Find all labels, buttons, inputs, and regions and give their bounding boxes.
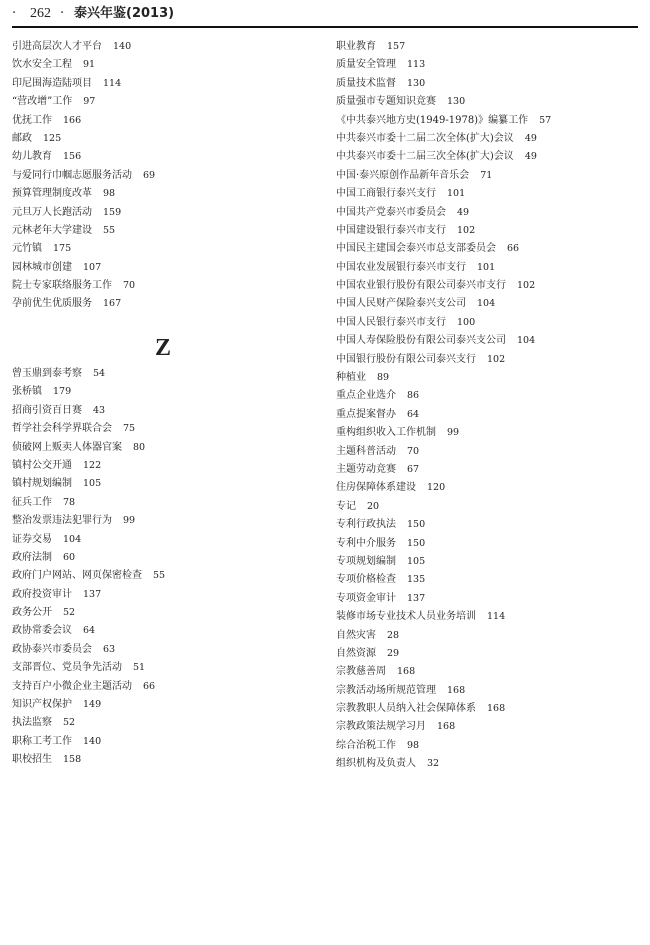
index-page-ref: 150 xyxy=(407,537,426,549)
index-page-ref: 60 xyxy=(63,551,76,563)
index-page-ref: 157 xyxy=(387,41,406,52)
index-term: 饮水安全工程 xyxy=(12,59,72,71)
index-column-right xyxy=(336,38,641,774)
index-term: 中共泰兴市委十二届三次全体(扩大)会议 xyxy=(336,151,514,163)
index-page-ref: 69 xyxy=(143,169,156,181)
index-entry xyxy=(336,93,641,111)
page-header xyxy=(12,4,638,28)
index-page-ref: 49 xyxy=(524,151,537,163)
index-term: 住房保障体系建设 xyxy=(336,482,416,494)
index-entry xyxy=(12,586,312,604)
index-entry xyxy=(12,751,312,769)
index-column-left-top xyxy=(12,38,312,314)
index-entry xyxy=(336,240,641,258)
index-entry xyxy=(336,516,641,534)
index-term: 印尼围海造陆项目 xyxy=(12,77,92,89)
index-entry xyxy=(336,369,641,387)
index-entry xyxy=(336,755,641,773)
index-entry xyxy=(336,185,641,203)
index-entry xyxy=(336,387,641,405)
index-entry xyxy=(336,314,641,332)
index-page-ref: 100 xyxy=(457,316,476,328)
index-page-ref: 107 xyxy=(83,261,102,273)
index-page-ref: 158 xyxy=(63,754,82,766)
index-entry xyxy=(336,571,641,589)
index-term: 主题劳动竞赛 xyxy=(336,463,396,475)
index-page-ref: 137 xyxy=(83,588,102,600)
index-entry xyxy=(12,185,312,203)
index-term: 邮政 xyxy=(12,132,32,144)
index-term: 专利行政执法 xyxy=(336,519,396,531)
index-entry xyxy=(336,645,641,663)
index-entry xyxy=(336,167,641,185)
index-page-ref: 159 xyxy=(103,206,122,218)
index-page-ref: 78 xyxy=(63,496,76,508)
index-page-ref: 102 xyxy=(487,353,506,365)
index-entry xyxy=(12,259,312,277)
index-page-ref: 135 xyxy=(407,574,426,586)
index-term: 政务公开 xyxy=(12,607,52,619)
index-page-ref: 64 xyxy=(407,408,420,420)
index-column-left-z xyxy=(12,365,312,770)
index-term: 《中共泰兴地方史(1949-1978)》编纂工作 xyxy=(336,114,529,126)
index-page-ref: 71 xyxy=(480,169,493,181)
index-entry xyxy=(12,714,312,732)
index-term: 宗教慈善周 xyxy=(336,666,386,678)
index-term: 中国民主建国会泰兴市总支部委员会 xyxy=(336,243,496,255)
index-term: 装修市场专业技术人员业务培训 xyxy=(336,611,476,623)
index-entry xyxy=(12,148,312,166)
index-term: 证券交易 xyxy=(12,533,52,545)
index-entry xyxy=(12,204,312,222)
index-entry xyxy=(336,553,641,571)
index-term: 曾玉鼎到泰考察 xyxy=(12,368,82,379)
index-term: 孕前优生优质服务 xyxy=(12,298,92,310)
index-entry xyxy=(12,512,312,530)
section-letter-heading: Z xyxy=(155,335,172,361)
index-page-ref: 97 xyxy=(83,96,96,108)
index-page-ref: 150 xyxy=(407,519,426,531)
index-entry xyxy=(12,567,312,585)
index-entry xyxy=(336,351,641,369)
index-entry xyxy=(336,535,641,553)
index-term: 中国人民财产保险泰兴支公司 xyxy=(336,298,466,310)
index-page-ref: 52 xyxy=(63,607,76,619)
index-page-ref: 101 xyxy=(447,188,466,200)
index-page-ref: 104 xyxy=(477,298,496,310)
index-page-ref: 67 xyxy=(407,463,420,475)
index-entry xyxy=(12,295,312,313)
index-term: 中国建设银行泰兴市支行 xyxy=(336,224,446,236)
index-entry xyxy=(336,627,641,645)
index-page-ref: 122 xyxy=(83,459,102,471)
index-page-ref: 89 xyxy=(377,372,390,384)
index-page-ref: 156 xyxy=(63,151,82,163)
index-page-ref: 114 xyxy=(487,611,506,623)
index-term: 专利中介服务 xyxy=(336,537,396,549)
index-entry xyxy=(336,461,641,479)
index-term: 主题科普活动 xyxy=(336,445,396,457)
header-dot: · xyxy=(12,6,17,21)
index-page-ref: 125 xyxy=(43,132,62,144)
index-term: 中国工商银行泰兴支行 xyxy=(336,188,436,200)
index-term: 宗教教职人员纳入社会保障体系 xyxy=(336,703,476,715)
index-page-ref: 57 xyxy=(539,114,552,126)
index-page-ref: 80 xyxy=(133,441,146,453)
index-term: 质量技术监督 xyxy=(336,77,396,89)
index-term: 知识产权保护 xyxy=(12,699,72,711)
index-entry xyxy=(12,457,312,475)
index-term: 哲学社会科学界联合会 xyxy=(12,423,112,435)
index-entry xyxy=(336,204,641,222)
index-entry xyxy=(12,420,312,438)
index-term: 重点企业选介 xyxy=(336,390,396,402)
index-term: 中国·泰兴原创作品新年音乐会 xyxy=(336,169,470,181)
index-entry xyxy=(336,608,641,626)
index-page-ref: 175 xyxy=(53,243,72,255)
index-page-ref: 43 xyxy=(93,404,106,416)
index-term: 宗教活动场所规范管理 xyxy=(336,684,436,696)
index-page-ref: 130 xyxy=(407,77,426,89)
index-entry xyxy=(336,737,641,755)
index-entry xyxy=(336,406,641,424)
index-entry xyxy=(336,259,641,277)
index-page-ref: 104 xyxy=(517,335,536,347)
index-term: 中国农业银行股份有限公司泰兴市支行 xyxy=(336,280,506,292)
index-page-ref: 114 xyxy=(103,77,122,89)
index-page-ref: 66 xyxy=(507,243,520,255)
index-entry xyxy=(336,479,641,497)
page-number: 262 xyxy=(30,6,51,21)
index-page-ref: 28 xyxy=(387,629,400,641)
index-entry xyxy=(336,56,641,74)
index-entry xyxy=(12,622,312,640)
index-entry xyxy=(12,659,312,677)
index-page-ref: 52 xyxy=(63,717,76,729)
index-term: 重构组织收入工作机制 xyxy=(336,427,436,439)
index-term: 元旦万人长跑活动 xyxy=(12,206,92,218)
index-term: “营改增”工作 xyxy=(12,96,73,108)
index-term: 质量强市专题知识竞赛 xyxy=(336,96,436,108)
index-term: 中国人寿保险股份有限公司泰兴支公司 xyxy=(336,335,506,347)
index-page-ref: 166 xyxy=(63,114,82,126)
index-entry xyxy=(12,402,312,420)
index-entry xyxy=(12,167,312,185)
index-term: 职称工考工作 xyxy=(12,735,72,747)
index-term: 整治发票违法犯罪行为 xyxy=(12,515,112,527)
index-page-ref: 149 xyxy=(83,699,102,711)
index-entry xyxy=(12,733,312,751)
index-entry xyxy=(336,443,641,461)
index-term: 中共泰兴市委十二届二次全体(扩大)会议 xyxy=(336,132,514,144)
index-page-ref: 179 xyxy=(53,386,72,398)
index-term: 园林城市创建 xyxy=(12,261,72,273)
index-page-ref: 140 xyxy=(83,735,102,747)
index-entry xyxy=(336,38,641,56)
index-entry xyxy=(12,494,312,512)
index-term: 执法监察 xyxy=(12,717,52,729)
index-page-ref: 70 xyxy=(407,445,420,457)
index-term: 与爱同行巾帼志愿服务活动 xyxy=(12,169,132,181)
index-page-ref: 168 xyxy=(487,703,506,715)
index-term: 政府法制 xyxy=(12,551,52,563)
index-entry xyxy=(12,696,312,714)
index-page-ref: 99 xyxy=(123,515,136,527)
index-page-ref: 167 xyxy=(103,298,122,310)
index-page-ref: 104 xyxy=(63,533,82,545)
index-term: 宗教政策法规学习月 xyxy=(336,721,426,733)
index-term: 综合治税工作 xyxy=(336,739,396,751)
index-term: 中国人民银行泰兴市支行 xyxy=(336,316,446,328)
index-entry xyxy=(12,365,312,383)
index-page-ref: 64 xyxy=(83,625,96,637)
index-term: 专项资金审计 xyxy=(336,592,396,604)
index-page-ref: 140 xyxy=(113,41,132,52)
index-term: 组织机构及负责人 xyxy=(336,758,416,770)
index-entry xyxy=(12,549,312,567)
index-entry xyxy=(12,439,312,457)
index-entry xyxy=(12,93,312,111)
index-term: 质量安全管理 xyxy=(336,59,396,71)
index-term: 中国共产党泰兴市委员会 xyxy=(336,206,446,218)
index-page-ref: 70 xyxy=(123,280,136,292)
index-term: 优抚工作 xyxy=(12,114,52,126)
index-page-ref: 168 xyxy=(437,721,456,733)
index-page-ref: 55 xyxy=(153,570,166,582)
index-term: 张桥镇 xyxy=(12,386,42,398)
index-entry xyxy=(336,498,641,516)
index-entry xyxy=(12,222,312,240)
index-entry xyxy=(12,112,312,130)
index-entry xyxy=(12,641,312,659)
index-page-ref: 86 xyxy=(407,390,420,402)
index-entry xyxy=(336,75,641,93)
index-term: 元林老年大学建设 xyxy=(12,224,92,236)
index-page-ref: 49 xyxy=(457,206,470,218)
index-page-ref: 168 xyxy=(397,666,416,678)
index-entry xyxy=(12,475,312,493)
index-page-ref: 113 xyxy=(407,59,426,71)
index-page-ref: 54 xyxy=(93,368,106,379)
index-term: 专记 xyxy=(336,500,356,512)
index-page-ref: 32 xyxy=(427,758,440,770)
index-page-ref: 66 xyxy=(143,680,156,692)
index-entry xyxy=(336,112,641,130)
index-entry xyxy=(336,682,641,700)
index-page-ref: 168 xyxy=(447,684,466,696)
index-term: 招商引资百日赛 xyxy=(12,404,82,416)
index-term: 引进高层次人才平台 xyxy=(12,41,102,52)
index-entry xyxy=(336,277,641,295)
index-entry xyxy=(336,424,641,442)
index-entry xyxy=(336,718,641,736)
index-term: 重点提案督办 xyxy=(336,408,396,420)
index-term: 种植业 xyxy=(336,372,366,384)
header-dot: · xyxy=(60,6,65,21)
index-entry xyxy=(336,148,641,166)
index-term: 政协常委会议 xyxy=(12,625,72,637)
index-page-ref: 99 xyxy=(447,427,460,439)
index-page-ref: 102 xyxy=(517,280,536,292)
index-page-ref: 120 xyxy=(427,482,446,494)
index-term: 中国农业发展银行泰兴市支行 xyxy=(336,261,466,273)
index-term: 专项规划编制 xyxy=(336,555,396,567)
index-term: 支持百户小微企业主题活动 xyxy=(12,680,132,692)
index-term: 自然资源 xyxy=(336,647,376,659)
index-term: 院士专家联络服务工作 xyxy=(12,280,112,292)
index-page-ref: 105 xyxy=(407,555,426,567)
index-term: 支部晋位、党员争先活动 xyxy=(12,662,122,674)
index-page-ref: 105 xyxy=(83,478,102,490)
index-page-ref: 49 xyxy=(524,132,537,144)
index-page-ref: 130 xyxy=(447,96,466,108)
index-term: 自然灾害 xyxy=(336,629,376,641)
index-entry xyxy=(12,604,312,622)
index-term: 政府门户网站、网页保密检查 xyxy=(12,570,142,582)
index-term: 政协泰兴市委员会 xyxy=(12,643,92,655)
index-entry xyxy=(12,277,312,295)
index-entry xyxy=(336,590,641,608)
index-term: 中国银行股份有限公司泰兴支行 xyxy=(336,353,476,365)
index-page-ref: 137 xyxy=(407,592,426,604)
index-page-ref: 55 xyxy=(103,224,116,236)
index-page-ref: 102 xyxy=(457,224,476,236)
index-term: 专项价格检查 xyxy=(336,574,396,586)
index-entry xyxy=(12,383,312,401)
index-term: 元竹镇 xyxy=(12,243,42,255)
index-page-ref: 98 xyxy=(103,188,116,200)
index-entry xyxy=(336,700,641,718)
index-page-ref: 51 xyxy=(133,662,146,674)
index-term: 镇村公交开通 xyxy=(12,459,72,471)
index-entry xyxy=(12,130,312,148)
index-term: 镇村规划编制 xyxy=(12,478,72,490)
index-page-ref: 91 xyxy=(83,59,96,71)
index-entry xyxy=(336,332,641,350)
index-term: 职校招生 xyxy=(12,754,52,766)
index-entry xyxy=(12,531,312,549)
index-entry xyxy=(12,38,312,56)
index-entry xyxy=(336,130,641,148)
index-entry xyxy=(336,663,641,681)
index-term: 征兵工作 xyxy=(12,496,52,508)
index-page-ref: 63 xyxy=(103,643,116,655)
index-term: 职业教育 xyxy=(336,41,376,52)
book-title: 泰兴年鉴(2013) xyxy=(74,6,175,21)
index-page-ref: 29 xyxy=(387,647,400,659)
index-page-ref: 20 xyxy=(367,500,380,512)
index-page-ref: 101 xyxy=(477,261,496,273)
index-entry xyxy=(12,678,312,696)
index-term: 预算管理制度改革 xyxy=(12,188,92,200)
index-entry xyxy=(336,222,641,240)
index-page-ref: 75 xyxy=(123,423,136,435)
index-entry xyxy=(12,56,312,74)
index-entry xyxy=(12,240,312,258)
index-entry xyxy=(336,295,641,313)
index-entry xyxy=(12,75,312,93)
index-page-ref: 98 xyxy=(407,739,420,751)
index-term: 政府投资审计 xyxy=(12,588,72,600)
index-term: 侦破网上贩卖人体器官案 xyxy=(12,441,122,453)
index-term: 幼儿教育 xyxy=(12,151,52,163)
